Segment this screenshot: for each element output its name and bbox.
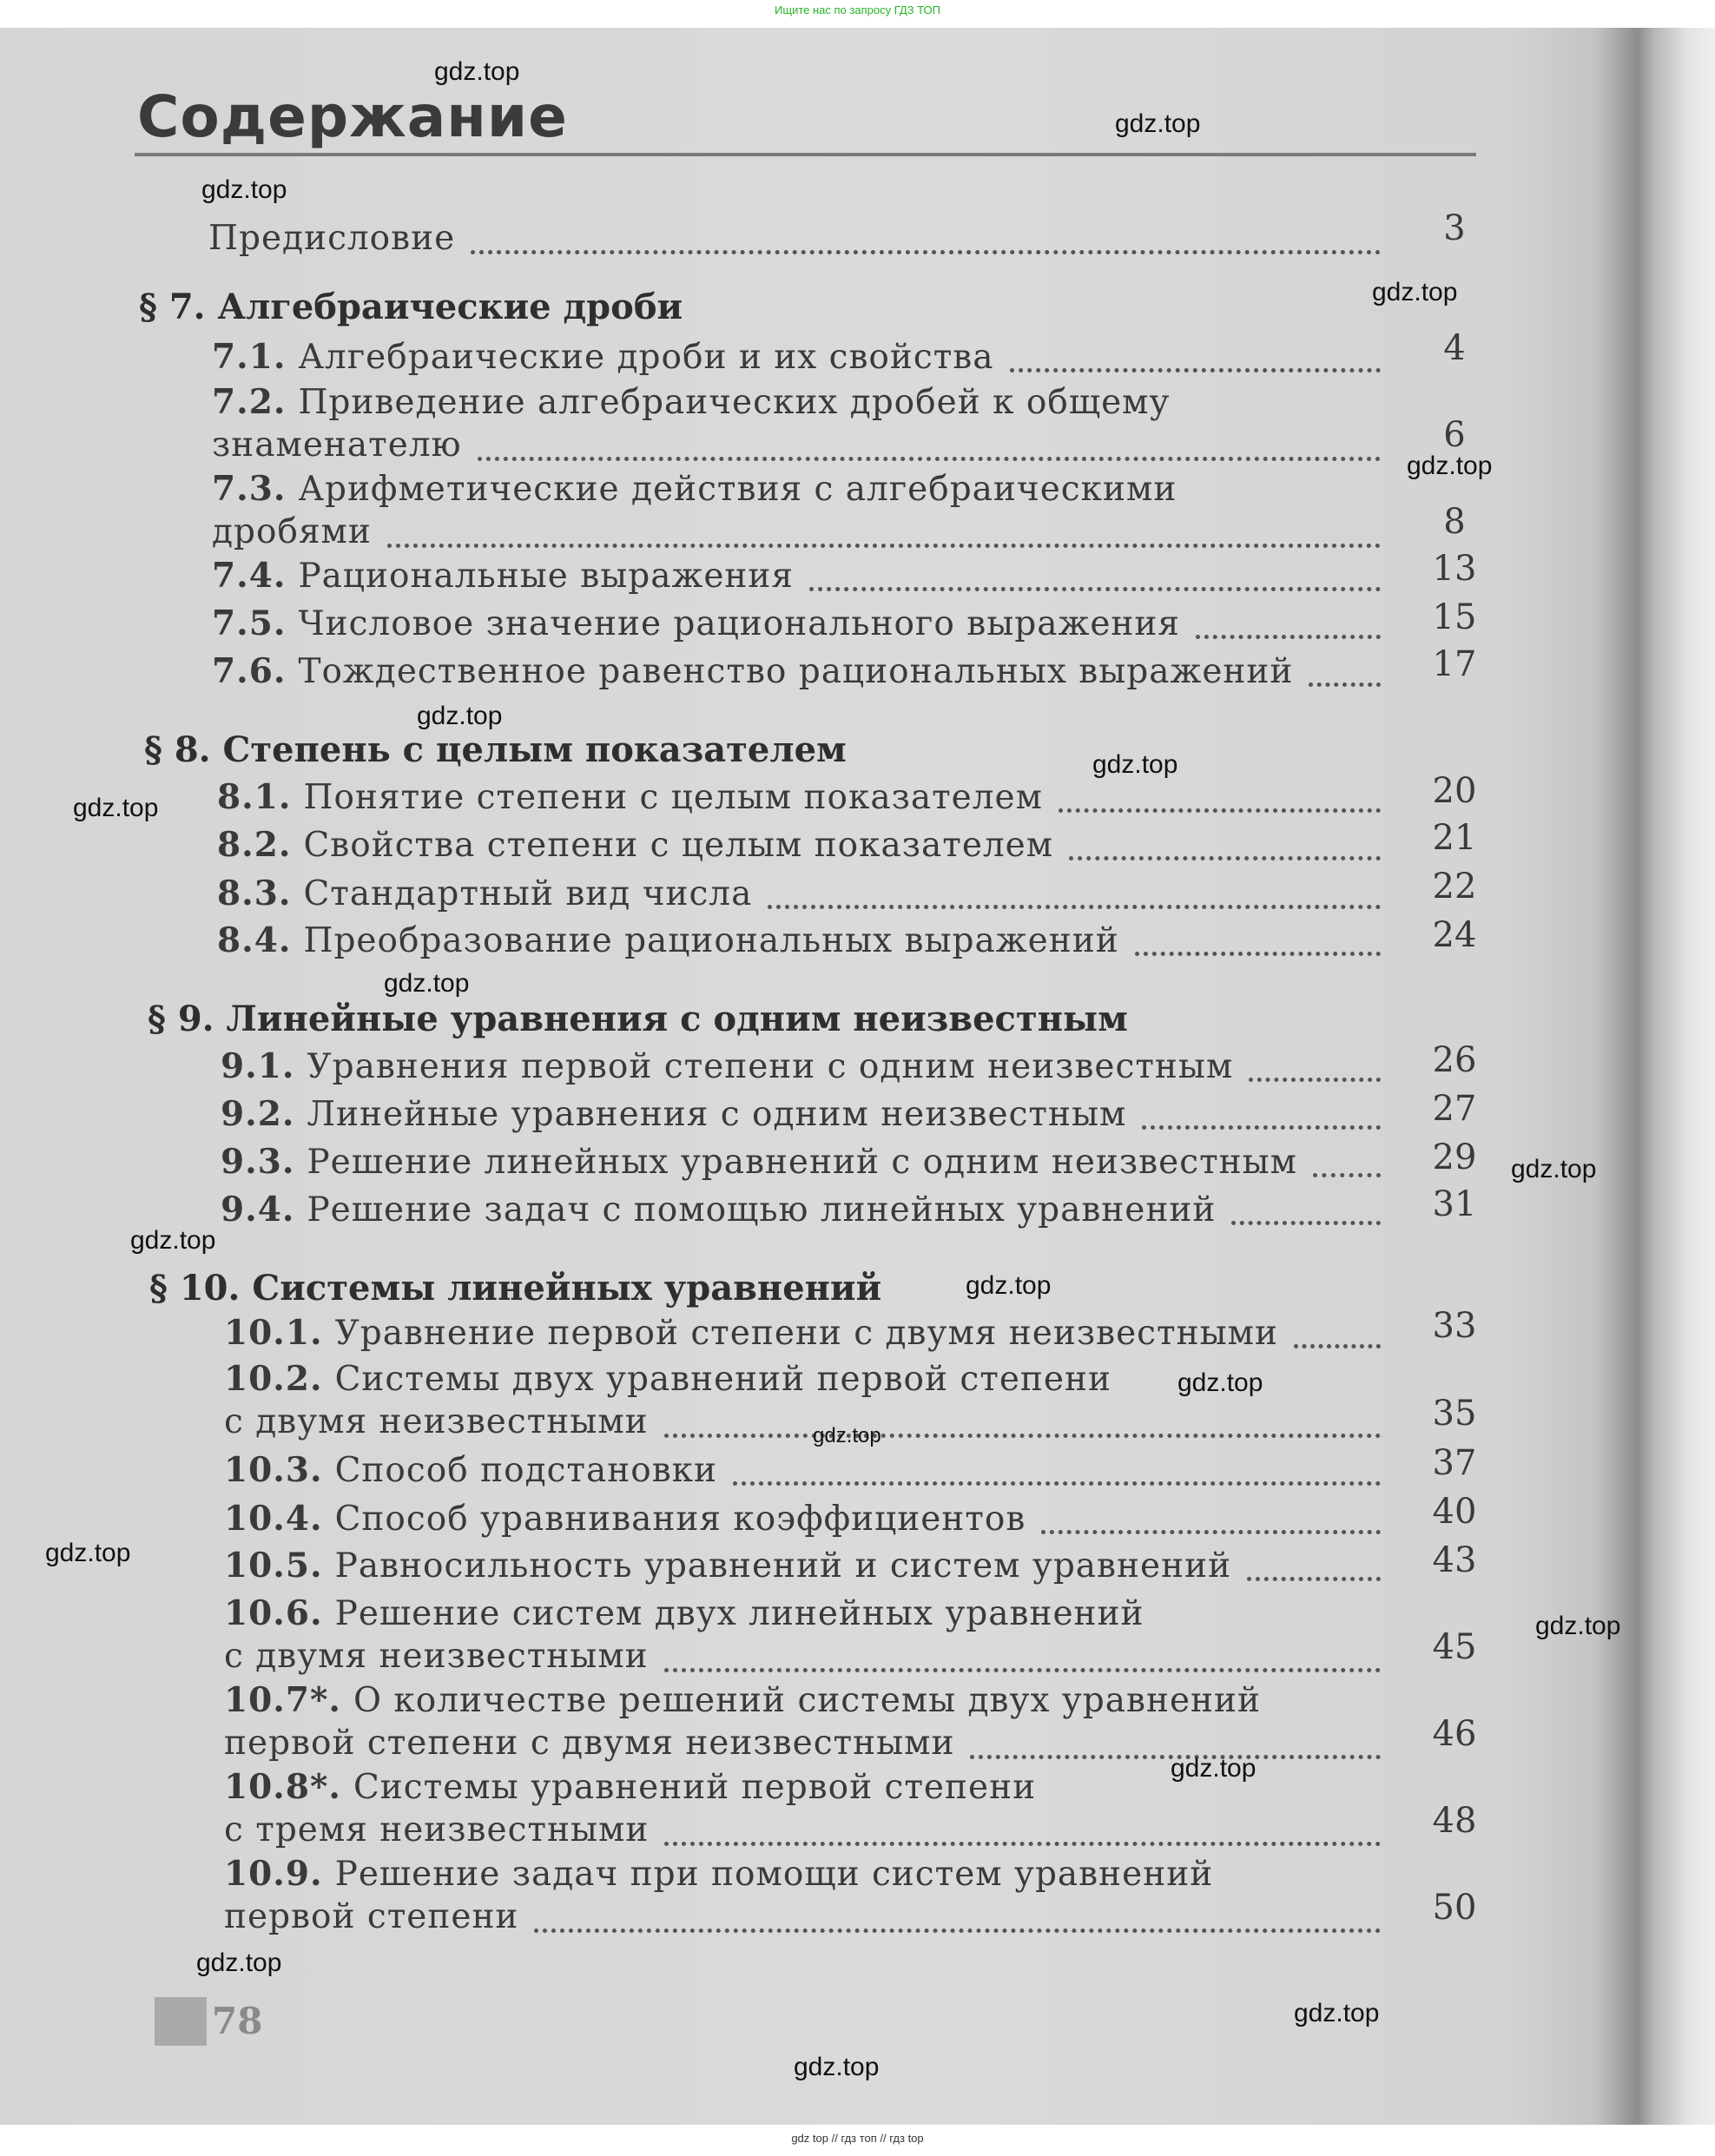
toc-entry-number: 10.7*. — [224, 1680, 341, 1720]
toc-entry-title: Свойства степени с целым показателем — [303, 826, 1054, 865]
watermark: gdz.top — [196, 1948, 282, 1977]
dot-leader — [1059, 808, 1381, 813]
toc-entry-number: 9.4. — [221, 1190, 295, 1230]
toc-entry-title: Уравнение первой степени с двумя неизвестными — [334, 1314, 1278, 1353]
toc-section-heading: § 9. Линейные уравнения с одним неизвестным — [148, 999, 1128, 1039]
toc-entry-line — [212, 425, 462, 465]
toc-entry-line — [224, 1637, 649, 1676]
dot-leader — [1142, 1125, 1381, 1130]
dot-leader — [1294, 1344, 1381, 1348]
toc-entry-line — [212, 337, 994, 377]
dot-leader — [733, 1481, 1381, 1486]
toc-entry-line — [224, 1546, 1231, 1586]
watermark: gdz.top — [1294, 1999, 1380, 2027]
toc-entry-line — [224, 1680, 1261, 1720]
toc-entry-number: 10.9. — [224, 1854, 323, 1894]
watermark: gdz.top — [1535, 1612, 1621, 1640]
toc-entry-title: первой степени с двумя неизвестными — [224, 1724, 955, 1763]
watermark: gdz.top — [1511, 1155, 1597, 1183]
toc-entry-title: Арифметические действия с алгебраическими — [298, 470, 1177, 509]
toc-entry-title: Стандартный вид числа — [303, 874, 753, 913]
toc-entry-title: О количестве решений системы двух уравнений — [353, 1681, 1262, 1720]
toc-entry-line — [217, 874, 752, 913]
toc-page-number: 24 — [1432, 915, 1477, 955]
toc-entry-title: Алгебраические дроби и их свойства — [298, 338, 994, 377]
page-title: Содержание — [137, 83, 568, 150]
toc-page-number: 37 — [1432, 1443, 1477, 1483]
toc-page-number: 45 — [1432, 1627, 1477, 1667]
toc-entry-line — [221, 1094, 1126, 1134]
dot-leader — [664, 1668, 1381, 1672]
toc-entry-line — [217, 920, 1119, 960]
watermark: gdz.top — [1171, 1754, 1257, 1783]
toc-entry-title: Преобразование рациональных выражений — [303, 921, 1119, 960]
dot-leader — [387, 544, 1381, 548]
toc-entry-title: Системы уравнений первой степени — [353, 1768, 1037, 1807]
toc-entry-line — [224, 1402, 649, 1441]
toc-entry-line — [212, 603, 1180, 643]
toc-page-number: 6 — [1443, 415, 1466, 455]
toc-entry-title: Приведение алгебраических дробей к общему — [298, 383, 1171, 422]
dot-leader — [1041, 1530, 1381, 1534]
dot-leader — [1010, 368, 1381, 373]
dot-leader — [1309, 682, 1381, 687]
toc-page-number: 20 — [1432, 771, 1477, 811]
toc-entry-number: 9.1. — [221, 1046, 295, 1086]
toc-entry-line — [224, 1810, 649, 1849]
toc-entry-title: с двумя неизвестными — [224, 1637, 649, 1676]
toc-entry-number: 7.6. — [212, 651, 287, 691]
toc-entry-number: 9.2. — [221, 1094, 295, 1134]
toc-entry-title: Решение задач с помощью линейных уравнений — [307, 1190, 1217, 1230]
toc-entry-line — [224, 1767, 1036, 1807]
toc-entry-number: 10.2. — [224, 1359, 323, 1399]
toc-entry-number: 7.2. — [212, 382, 287, 422]
toc-entry-line — [221, 1190, 1216, 1230]
toc-page-number: 48 — [1432, 1801, 1477, 1841]
toc-entry-number: 8.2. — [217, 825, 292, 865]
watermark: gdz.top — [1177, 1368, 1263, 1397]
toc-page-number: 46 — [1432, 1714, 1477, 1754]
toc-entry-line — [212, 382, 1170, 422]
toc-page-number: 43 — [1432, 1540, 1477, 1580]
toc-page-number: 33 — [1432, 1306, 1477, 1346]
dot-leader — [768, 905, 1381, 909]
toc-entry-number: 7.4. — [212, 556, 287, 596]
toc-entry-title: Равносильность уравнений и систем уравнений — [334, 1546, 1232, 1586]
toc-entry-number: 10.5. — [224, 1546, 323, 1586]
toc-entry-number: 10.4. — [224, 1499, 323, 1539]
toc-entry-line — [224, 1593, 1144, 1633]
toc-entry-line — [224, 1724, 954, 1763]
dot-leader — [1247, 1577, 1381, 1581]
toc-entry-title: дробями — [212, 512, 372, 551]
toc-entry-title: с тремя неизвестными — [224, 1810, 650, 1849]
toc-entry-title: Рациональные выражения — [298, 557, 795, 596]
watermark: gdz.top — [1092, 750, 1178, 779]
dot-leader — [809, 587, 1381, 591]
toc-page-number: 50 — [1432, 1888, 1477, 1928]
toc-entry-title: Способ подстановки — [334, 1451, 718, 1490]
toc-entry-title: Уравнения первой степени с одним неизвестным — [307, 1047, 1234, 1086]
toc-entry-title: Решение линейных уравнений с одним неизвестным — [307, 1143, 1298, 1182]
toc-section-heading: § 7. Алгебраические дроби — [139, 287, 683, 327]
toc-entry-line — [224, 1359, 1111, 1399]
dot-leader — [1231, 1221, 1381, 1225]
toc-page-number: 26 — [1432, 1040, 1477, 1080]
toc-entry-line — [221, 1046, 1233, 1086]
toc-entry-title: Решение задач при помощи систем уравнений — [334, 1855, 1214, 1894]
dot-leader — [471, 250, 1381, 254]
watermark: gdz.top — [417, 702, 503, 730]
toc-entry-title: Линейные уравнения с одним неизвестным — [307, 1095, 1127, 1134]
toc-entry-line — [212, 512, 372, 551]
watermark: gdz.top — [1372, 278, 1458, 307]
dot-leader — [1135, 952, 1381, 956]
dot-leader — [664, 1434, 1381, 1438]
toc-page-number: 27 — [1432, 1089, 1477, 1129]
dot-leader — [1313, 1173, 1381, 1177]
watermark: gdz.top — [813, 1424, 881, 1447]
toc-section-heading: § 8. Степень с целым показателем — [144, 729, 847, 770]
watermark: gdz.top — [45, 1539, 131, 1567]
toc-entry-line — [224, 1313, 1278, 1353]
toc-entry-line — [224, 1499, 1026, 1539]
toc-entry-line — [224, 1854, 1213, 1894]
watermark: gdz.top — [130, 1226, 216, 1255]
toc-entry-title: Числовое значение рационального выражения — [298, 604, 1180, 643]
toc-entry-number: 7.5. — [212, 603, 287, 643]
dot-leader — [1069, 856, 1381, 860]
toc-page-number: 31 — [1432, 1184, 1477, 1224]
toc-page-number: 22 — [1432, 867, 1477, 907]
watermark: gdz.top — [1407, 452, 1493, 480]
toc-entry-line — [221, 1142, 1297, 1182]
toc-page-number: 15 — [1432, 597, 1477, 637]
toc-entry-number: 10.1. — [224, 1313, 323, 1353]
watermark: gdz.top — [1115, 109, 1201, 138]
toc-entry-number: 7.1. — [212, 337, 287, 377]
toc-page-number: 4 — [1443, 328, 1466, 368]
toc-entry-number: 8.4. — [217, 920, 292, 960]
watermark: gdz.top — [794, 2053, 880, 2081]
toc-entry-number: 8.3. — [217, 874, 292, 913]
toc-entry-line — [208, 219, 455, 258]
toc-entry-title: знаменателю — [212, 425, 462, 465]
dot-leader — [1249, 1078, 1381, 1082]
toc-entry-number: 9.3. — [221, 1142, 295, 1182]
toc-entry-number: 10.8*. — [224, 1767, 341, 1807]
toc-entry-title: Системы двух уравнений первой степени — [334, 1360, 1111, 1399]
page-number: 78 — [212, 2000, 263, 2042]
toc-entry-line — [224, 1897, 518, 1936]
toc-page-number: 21 — [1432, 818, 1477, 858]
toc-page-number: 13 — [1432, 549, 1477, 589]
toc-section-heading: § 10. Системы линейных уравнений — [149, 1268, 882, 1309]
dot-leader — [664, 1842, 1381, 1846]
toc-entry-line — [217, 825, 1053, 865]
toc-entry-title: с двумя неизвестными — [224, 1402, 649, 1441]
toc-entry-line — [212, 651, 1293, 691]
dot-leader — [478, 457, 1381, 461]
toc-entry-title: Решение систем двух линейных уравнений — [334, 1594, 1144, 1633]
watermark: gdz.top — [73, 794, 159, 822]
dot-leader — [1196, 635, 1381, 639]
toc-entry-line — [212, 469, 1177, 509]
toc-entry-title: первой степени — [224, 1897, 519, 1936]
page-number-box — [155, 1997, 207, 2046]
watermark: gdz.top — [966, 1271, 1052, 1300]
toc-entry-title: Тождественное равенство рациональных выражений — [298, 652, 1294, 691]
toc-entry-number: 10.6. — [224, 1593, 323, 1633]
toc-page-number: 40 — [1432, 1492, 1477, 1532]
watermark: gdz.top — [201, 175, 287, 204]
watermark: gdz.top — [434, 57, 520, 86]
toc-entry-line — [212, 556, 794, 596]
toc-entry-line — [217, 777, 1043, 817]
toc-entry-title: Предисловие — [208, 219, 456, 258]
toc-entry-number: 10.3. — [224, 1450, 323, 1490]
toc-entry-number: 7.3. — [212, 469, 287, 509]
toc-page-number: 3 — [1443, 208, 1466, 248]
top-banner: Ищите нас по запросу ГДЗ ТОП — [775, 3, 940, 16]
toc-entry-title: Понятие степени с целым показателем — [303, 778, 1043, 817]
toc-page-number: 17 — [1432, 644, 1477, 684]
watermark: gdz.top — [384, 969, 470, 998]
bottom-banner: gdz top // гдз топ // гдз top — [791, 2132, 924, 2145]
toc-page-number: 29 — [1432, 1137, 1477, 1177]
toc-entry-line — [224, 1450, 717, 1490]
toc-page-number: 35 — [1432, 1394, 1477, 1434]
toc-entry-number: 8.1. — [217, 777, 292, 817]
dot-leader — [534, 1929, 1381, 1933]
toc-page-number: 8 — [1443, 502, 1466, 542]
toc-entry-title: Способ уравнивания коэффициентов — [334, 1500, 1026, 1539]
